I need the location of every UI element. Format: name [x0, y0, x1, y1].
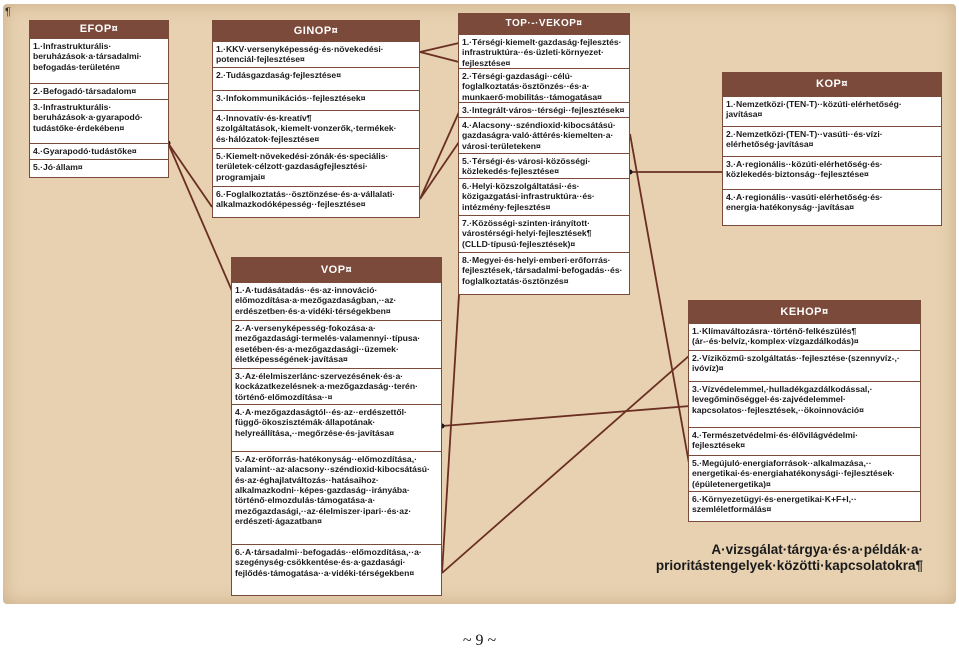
link-ginop-top-2: [420, 43, 459, 52]
link-vop-kehop-2: [442, 355, 690, 573]
link-top-kehop: [630, 134, 690, 469]
ginop-item-2: 2.·Tudásgazdaság·fejlesztése¤: [213, 67, 419, 90]
kehop-box: [688, 300, 921, 522]
top-vekop-box: [458, 13, 630, 295]
pilcrow-mark: ¶: [5, 6, 11, 18]
kehop-item-5: 5.·Megújuló·energiaforrások··alkalmazása,·· energetikai·és·energiahatékonysági··fejlesztések· (épületenergetika)¤: [689, 455, 920, 491]
top-vekop-title: TOP·-·VEKOP¤: [459, 14, 629, 34]
vop-box: [231, 257, 442, 596]
ginop-box: [212, 20, 420, 218]
ginop-title: GINOP¤: [213, 21, 419, 41]
top-item-2: 2.·Térségi·gazdasági··célú· foglalkoztatás·ösztönzés··és·a· munkaerő·mobilitás··támogatása¤: [459, 68, 629, 102]
kehop-item-6: 6.·Környezetügyi·és·energetikai·K+F+I,·· szemléletformálás¤: [689, 491, 920, 521]
kehop-item-3: 3.·Vízvédelemmel,·hulladékgazdálkodással,· levegőminőséggel·és·zajvédelemmel· kapcsolatos··fejlesztések,··ökoinnováció¤: [689, 381, 920, 427]
diagram-caption: A·vizsgálat·tárgya·és·a·példák·a· prioritástengelyek·közötti·kapcsolatokra¶: [655, 542, 923, 573]
vop-title: VOP¤: [232, 258, 441, 282]
efop-title: EFOP¤: [30, 21, 168, 38]
link-vop-kehop-1: [442, 406, 690, 426]
top-item-5: 5.·Térségi·és·városi·közösségi· közlekedés·fejlesztése¤: [459, 153, 629, 178]
ginop-item-5: 5.·Kiemelt·növekedési·zónák·és·speciális· területek·célzott·gazdaságfejlesztési· programjai¤: [213, 148, 419, 186]
efop-box: [29, 20, 169, 178]
top-item-4: 4.·Alacsony··széndioxid·kibocsátású· gazdaságra·való·áttérés·kiemelten·a· városi·területeken¤: [459, 117, 629, 153]
efop-item-4: 4.·Gyarapodó·tudástőke¤: [30, 143, 168, 159]
kehop-item-2: 2.·Víziközmű·szolgáltatás··fejlesztése·(szennyvíz-,· ivóvíz)¤: [689, 350, 920, 381]
efop-item-3: 3.·Infrastrukturális· beruházások·a·gyarapodó· tudástőke·érdekében¤: [30, 99, 168, 143]
efop-item-2: 2.·Befogadó·társadalom¤: [30, 83, 168, 99]
kop-item-3: 3.·A·regionális··közúti·elérhetőség·és· közlekedés·biztonság··fejlesztése¤: [723, 156, 941, 189]
kop-item-1: 1.·Nemzetközi·(TEN-T)··közúti·elérhetőség· javítása¤: [723, 96, 941, 126]
ginop-item-3: 3.·Infokommunikációs··fejlesztések¤: [213, 90, 419, 110]
link-ginop-top-4: [420, 112, 459, 199]
link-ginop-top-3: [420, 142, 459, 199]
efop-item-5: 5.·Jó·állam¤: [30, 159, 168, 177]
kehop-title: KEHOP¤: [689, 301, 920, 323]
ginop-item-6: 6.·Foglalkoztatás··ösztönzése·és·a·vállalati· alkalmazkodóképesség··fejlesztése¤: [213, 186, 419, 217]
link-ginop-top-1: [420, 52, 459, 62]
vop-item-4: 4.·A·mezőgazdaságtól··és·az··erdészettől· függő·ökoszisztémák·állapotának· helyreállítása,··megőrzése·és·javítása¤: [232, 404, 441, 451]
kop-item-2: 2.·Nemzetközi·(TEN-T)··vasúti··és·vízi· elérhetőség·javítása¤: [723, 126, 941, 156]
page-number: ~ 9 ~: [462, 632, 497, 649]
ginop-item-1: 1.·KKV·versenyképesség·és·növekedési· potenciál·fejlesztése¤: [213, 41, 419, 67]
ginop-item-4: 4.·Innovatív·és·kreatív¶ szolgáltatások,·kiemelt·vonzerők,·termékek· és·hálózatok·fejlesztése¤: [213, 110, 419, 148]
kop-title: KOP¤: [723, 73, 941, 96]
top-item-1: 1.·Térségi·kiemelt·gazdaság·fejlesztés· infrastruktúra··és·üzleti·környezet· fejlesztése¤: [459, 34, 629, 68]
vop-item-6: 6.·A·társadalmi··befogadás··előmozdítása,··a· szegénység·csökkentése·és·a·gazdasági· fejlődés·támogatása··a·vidéki·térségekben¤: [232, 544, 441, 595]
kehop-item-1: 1.·Klímaváltozásra··történő·felkészülés¶ (ár-·és·belvíz,·komplex·vízgazdálkodás)¤: [689, 323, 920, 350]
efop-item-1: 1.·Infrastrukturális· beruházások·a·társadalmi· befogadás·területén¤: [30, 38, 168, 83]
vop-item-1: 1.·A·tudásátadás··és·az·innováció· előmozdítása·a·mezőgazdaságban,··az· erdészetben·és·a·vidéki·térségekben¤: [232, 282, 441, 320]
top-item-7: 7.·Közösségi·szinten·irányított· várostérségi·helyi·fejlesztések¶ (CLLD·típusú·fejlesztések)¤: [459, 215, 629, 252]
top-item-6: 6.·Helyi·közszolgáltatási··és· közigazgatási·infrastruktúra··és· intézmény·fejlesztés¤: [459, 178, 629, 215]
vop-item-2: 2.·A·versenyképesség·fokozása·a· mezőgazdasági·termelés·valamennyi··típusa· esetében·és·a·mezőgazdasági··üzemek· életképességének·javítása¤: [232, 320, 441, 368]
vop-item-3: 3.·Az·élelmiszerlánc·szervezésének·és·a· kockázatkezelésnek·a·mezőgazdaság··terén· történő·előmozdítása··¤: [232, 368, 441, 404]
link-efop-ginop: [168, 143, 212, 207]
vop-item-5: 5.·Az·erőforrás·hatékonyság··előmozdítása,· valamint··az·alacsony··széndioxid·kibocsátású· és·az·éghajlatváltozás··hatásaihoz· alkalmazkodni··képes·gazdaság··irányába· történő·elmozdulás·támogatása·a· mezőgazdasági,··az·élelmiszer·ipari··és·az· erdészeti·ágazatban¤: [232, 451, 441, 544]
kop-box: [722, 72, 942, 226]
kop-item-4: 4.·A·regionális··vasúti·elérhetőség·és· energia·hatékonyság··javítása¤: [723, 189, 941, 225]
top-item-8: 8.·Megyei·és·helyi·emberi·erőforrás· fejlesztések,·társadalmi·befogadás··és· foglalkoztatás·ösztönzés¤: [459, 252, 629, 294]
kehop-item-4: 4.·Természetvédelmi·és·élővilágvédelmi· fejlesztések¤: [689, 427, 920, 455]
top-item-3: 3.·Integrált·város··térségi··fejlesztések¤: [459, 102, 629, 117]
